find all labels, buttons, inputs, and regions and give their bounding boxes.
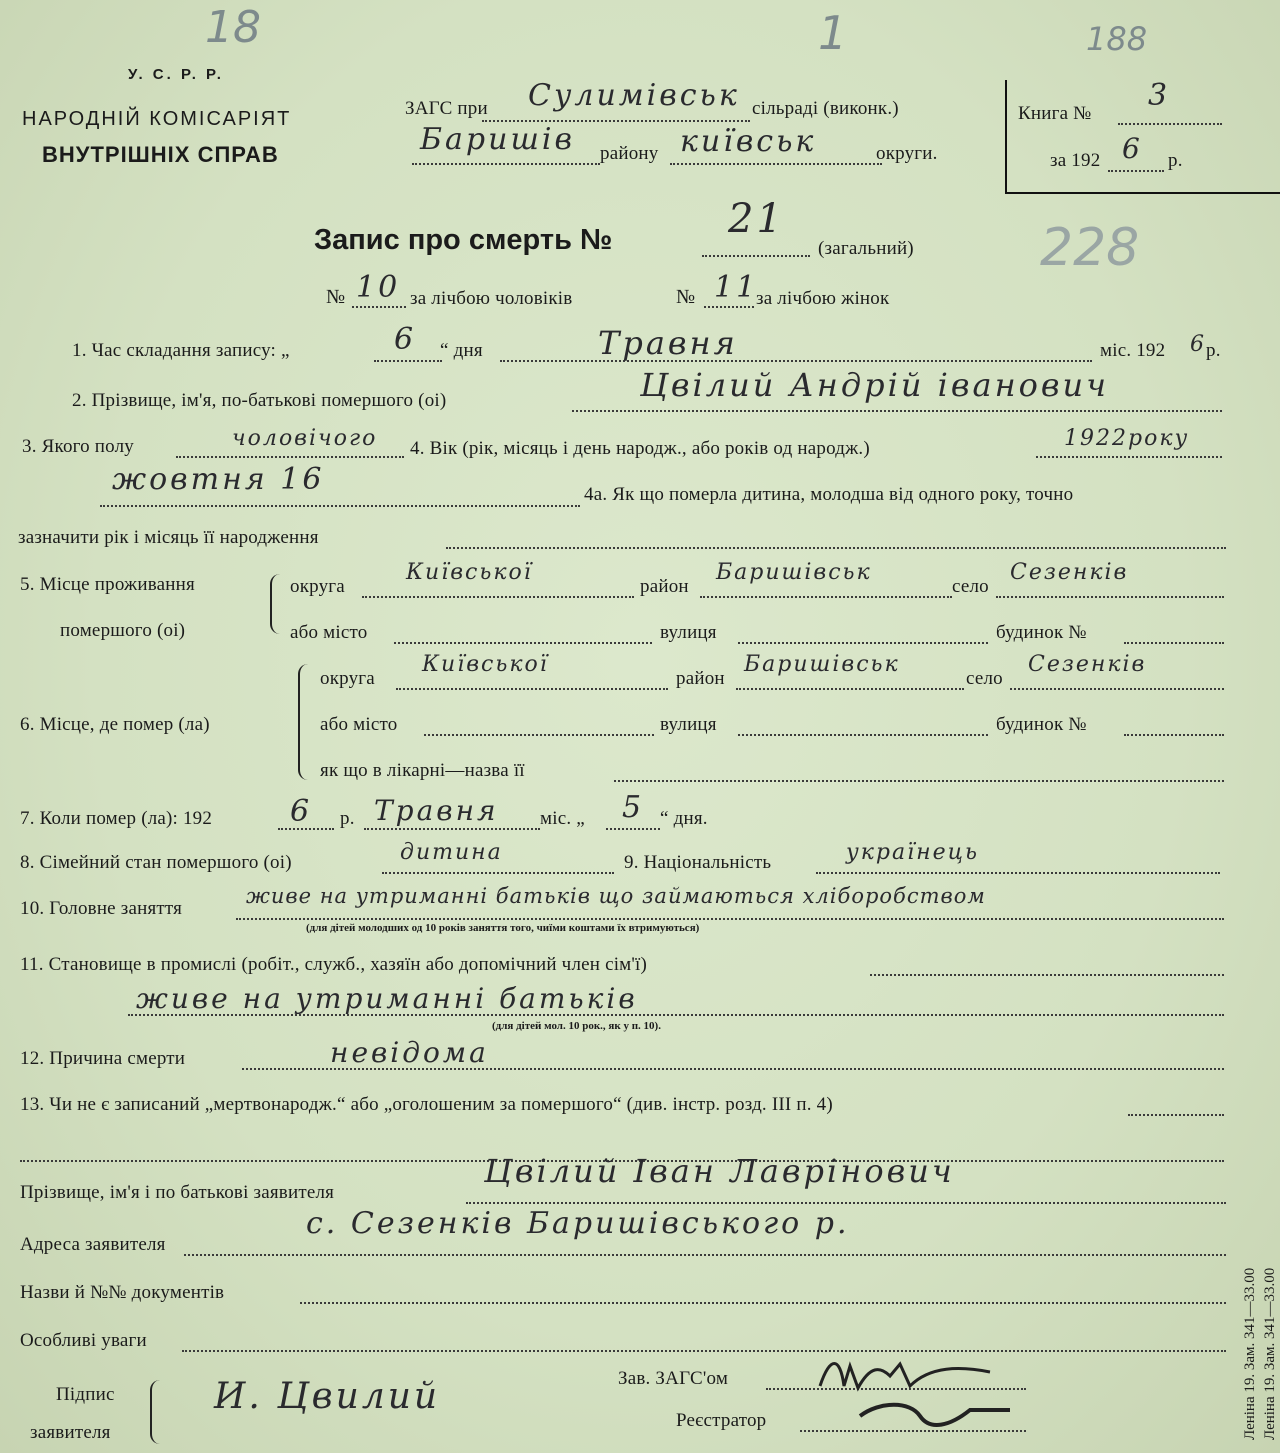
f6-okruha-label: округа [320,668,375,689]
pencil-mark-top-left: 18 [205,2,261,53]
f6-raion-value: Баришівськ [744,652,900,677]
zags-village-value: Сулимівськ [528,78,740,113]
men-prefix: № [326,286,346,308]
book-year-suffix: р. [1168,150,1183,171]
men-number: 10 [356,270,401,305]
zags-head-label: Зав. ЗАГС'ом [618,1368,729,1389]
f4-value: 1922року [1064,426,1190,451]
raion-value: Баришів [420,122,575,157]
applicant-name-value: Цвілий Іван Лаврінович [484,1152,955,1190]
f12-value: невідома [330,1036,489,1069]
women-label: за лічбою жінок [756,288,890,309]
ussr-label: У. С. Р. Р. [128,66,224,83]
okruha-line [670,163,882,165]
f4a-label-2: зазначити рік і місяць її народження [18,527,319,548]
print-mark-1: Леніна 19. Зам. 341—33.00 [1242,1267,1258,1440]
f1-year-label: міс. 192 [1100,340,1166,361]
f6-label: 6. Місце, де помер (ла) [20,714,210,735]
f6-selo-value: Сезенків [1028,652,1147,677]
f5-brace [270,574,282,634]
f11-value: живе на утриманні батьків [136,982,638,1015]
book-label: Книга № [1018,103,1092,124]
zags-suffix: сільраді (виконк.) [752,98,899,119]
pencil-mark-top-right: 188 [1086,20,1148,58]
f7-month-suffix: міс. „ [540,808,585,829]
f1-year-digit: 6 [1190,332,1207,357]
f7-year-digit: 6 [290,794,313,829]
book-number: 3 [1148,78,1171,113]
f2-label: 2. Прізвище, ім'я, по-батькові помершого (оі) [72,390,447,411]
signature-brace [150,1380,162,1444]
f7-label: 7. Коли помер (ла): 192 [20,808,213,829]
signature-label-2: заявителя [30,1422,111,1443]
f7-year-suffix: р. [340,808,355,829]
raion-line [412,163,600,165]
applicant-name-label: Прізвище, ім'я і по батькові заявителя [20,1182,335,1203]
f4-label: 4. Вік (рік, місяць і день народж., або років од народж.) [410,438,870,459]
f5-selo-label: село [952,576,989,597]
f12-label: 12. Причина смерти [20,1048,186,1069]
pencil-mark-top-center: 1 [818,6,848,60]
applicant-address-value: с. Сезенків Баришівського р. [306,1206,850,1241]
f5-misto-label: або місто [290,622,368,643]
f9-value: українець [846,840,979,865]
f3-label: 3. Якого полу [22,436,135,457]
f6-brace [298,664,312,780]
f5-vulytsia-label: вулиця [660,622,717,643]
f10-value: живе на утриманні батьків що займаються хліборобством [246,884,986,908]
book-year-prefix: за 192 [1050,150,1101,171]
okruha-value: київськ [680,124,817,159]
f5-budynok-label: будинок № [996,622,1087,643]
applicant-address-label: Адреса заявителя [20,1234,166,1255]
f10-label: 10. Головне заняття [20,898,183,919]
documents-label: Назви й №№ документів [20,1282,225,1303]
f1-day: 6 [394,322,417,357]
f1-year-suffix: р. [1206,340,1221,361]
f13-label: 13. Чи не є записаний „мертвонародж.“ або „оголошеним за помершого“ (див. інстр. розд. III п. 4) [20,1094,833,1115]
f7-month: Травня [374,794,499,827]
f5-label-2: помершого (оі) [60,620,186,641]
women-number: 11 [714,270,759,305]
f10-note: (для дітей молодших од 10 років заняття того, чиїми коштами їх втримуються) [306,922,700,934]
f9-label: 9. Національність [624,852,772,873]
f7-day-suffix: “ дня. [660,808,708,829]
f1-label: 1. Час складання запису: „ [72,340,290,361]
f5-selo-value: Сезенків [1010,560,1129,585]
f7-day: 5 [622,790,645,825]
f5-okruha-label: округа [290,576,345,597]
commissariat-label: НАРОДНІЙ КОМІСАРІЯТ [22,108,292,130]
women-prefix: № [676,286,696,308]
f6-selo-label: село [966,668,1003,689]
f4-value-2: жовтня 16 [112,462,325,497]
print-mark-2: Леніна 19. Зам. 341—33.00 [1262,1267,1278,1440]
record-number: 21 [728,196,785,242]
raion-label: району [600,143,659,164]
f11-note: (для дітей мол. 10 рок., як у п. 10). [492,1020,661,1032]
f1-month: Травня [598,324,738,362]
f5-raion-value: Баришівськ [716,560,872,585]
f11-label: 11. Становище в промислі (робіт., служб., хазяїн або допомічний член сім'ї) [20,954,648,975]
signature-label-1: Підпис [56,1384,115,1405]
f2-value: Цвілий Андрій іванович [640,366,1110,404]
record-title: Запис про смерть № [314,224,613,256]
f8-label: 8. Сімейний стан помершого (оі) [20,852,292,873]
zags-head-signature [800,1346,1040,1446]
f6-okruha-value: Київської [422,652,549,677]
f3-value: чоловічого [232,426,378,451]
f4a-label: 4а. Як що померла дитина, молодша від одного року, точно [584,484,1074,505]
okruha-label: округи. [876,143,938,164]
f6-raion-label: район [676,668,725,689]
book-year-digit: 6 [1122,132,1143,165]
f1-day-suffix: “ дня [440,340,483,361]
notes-label: Особливі уваги [20,1330,147,1351]
f6-vulytsia-label: вулиця [660,714,717,735]
f6-budynok-label: будинок № [996,714,1087,735]
f5-okruha-value: Київської [406,560,533,585]
pencil-mark-right-number: 228 [1040,218,1140,278]
f6-misto-label: або місто [320,714,398,735]
f5-raion-label: район [640,576,689,597]
f8-value: дитина [400,840,503,865]
zags-prefix: ЗАГС при [405,98,488,119]
department-label: ВНУТРІШНІХ СПРАВ [42,142,279,167]
registrar-label: Реєстратор [676,1410,767,1431]
record-title-suffix: (загальний) [818,238,914,259]
f6-hospital-label: як що в лікарні—назва її [320,760,525,781]
men-label: за лічбою чоловіків [410,288,573,309]
applicant-signature: И. Цвилий [214,1376,441,1417]
f5-label-1: 5. Місце проживання [20,574,195,595]
